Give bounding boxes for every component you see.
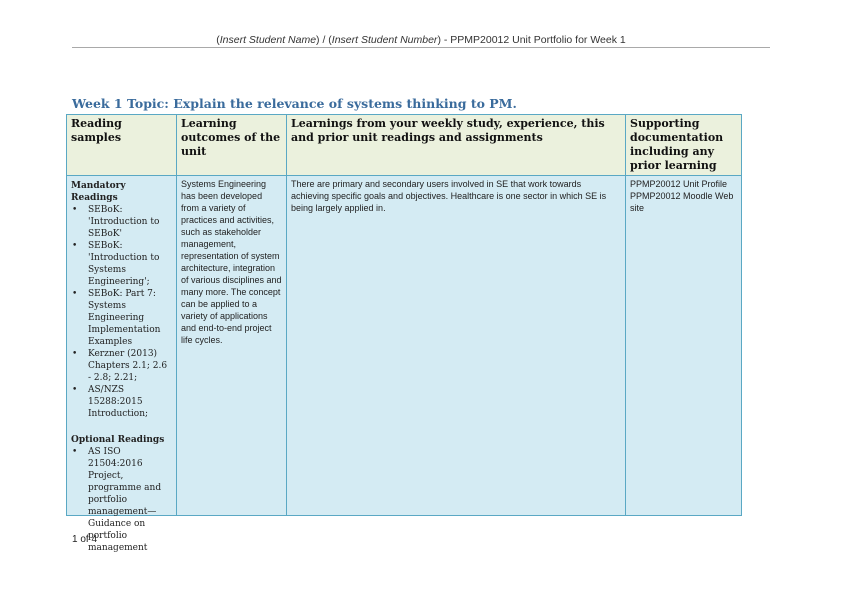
header-learnings: Learnings from your weekly study, experience, this and prior unit readings and assignments [287,115,626,176]
mandatory-readings-heading: Mandatory Readings [71,181,126,203]
page-number: 1 of 4 [72,534,98,545]
list-item: • SEBoK: Part 7: Systems Engineering Implementation Examples [71,288,172,348]
supporting-doc-item: PPMP20012 Unit Profile [630,179,728,189]
table-header-row [67,115,742,176]
mandatory-readings-list [71,204,172,420]
list-item: • Kerzner (2013) Chapters 2.1; 2.6 - 2.8; 2.21; [71,348,172,384]
header-supporting-docs: Supporting documentation including any prior learning [626,115,742,176]
header-suffix: ) - PPMP20012 Unit Portfolio for Week 1 [437,34,626,46]
header-learning-outcomes: Learning outcomes of the unit [177,115,287,176]
header-student-name: Insert Student Name [219,34,317,46]
learnings-cell[interactable]: There are primary and secondary users involved in SE that work towards achieving specific goals and objectives. Healthcare is one sector in which SE is being largely applied in. [287,176,626,516]
header-prefix: ( [216,34,220,46]
header-reading-samples: Reading samples [67,115,177,176]
header-divider [72,47,770,48]
learning-outcomes-cell[interactable]: Systems Engineering has been developed from a variety of practices and activities, such as stakeholder management, representation of system architecture, integration of various disciplines and many more. The concept can be applied to a variety of applications and end-to-end project life cycles. [177,176,287,516]
table-row [67,176,742,516]
list-item: • SEBoK: 'Introduction to Systems Engineering'; [71,240,172,288]
supporting-docs-cell[interactable] [626,176,742,516]
list-item: • AS/NZS 15288:2015 Introduction; [71,384,172,420]
page-title: Week 1 Topic: Explain the relevance of systems thinking to PM. [72,96,517,111]
header-separator: ) / ( [316,34,332,46]
list-item: • SEBoK: 'Introduction to SEBoK' [71,204,172,240]
page-header [72,34,770,46]
header-student-number: Insert Student Number [331,34,438,46]
optional-readings-heading: Optional Readings [71,435,165,445]
supporting-doc-item: PPMP20012 Moodle Web site [630,191,734,213]
list-item: • AS ISO 21504:2016 Project, programme and portfolio management—Guidance on portfolio management [71,446,172,554]
